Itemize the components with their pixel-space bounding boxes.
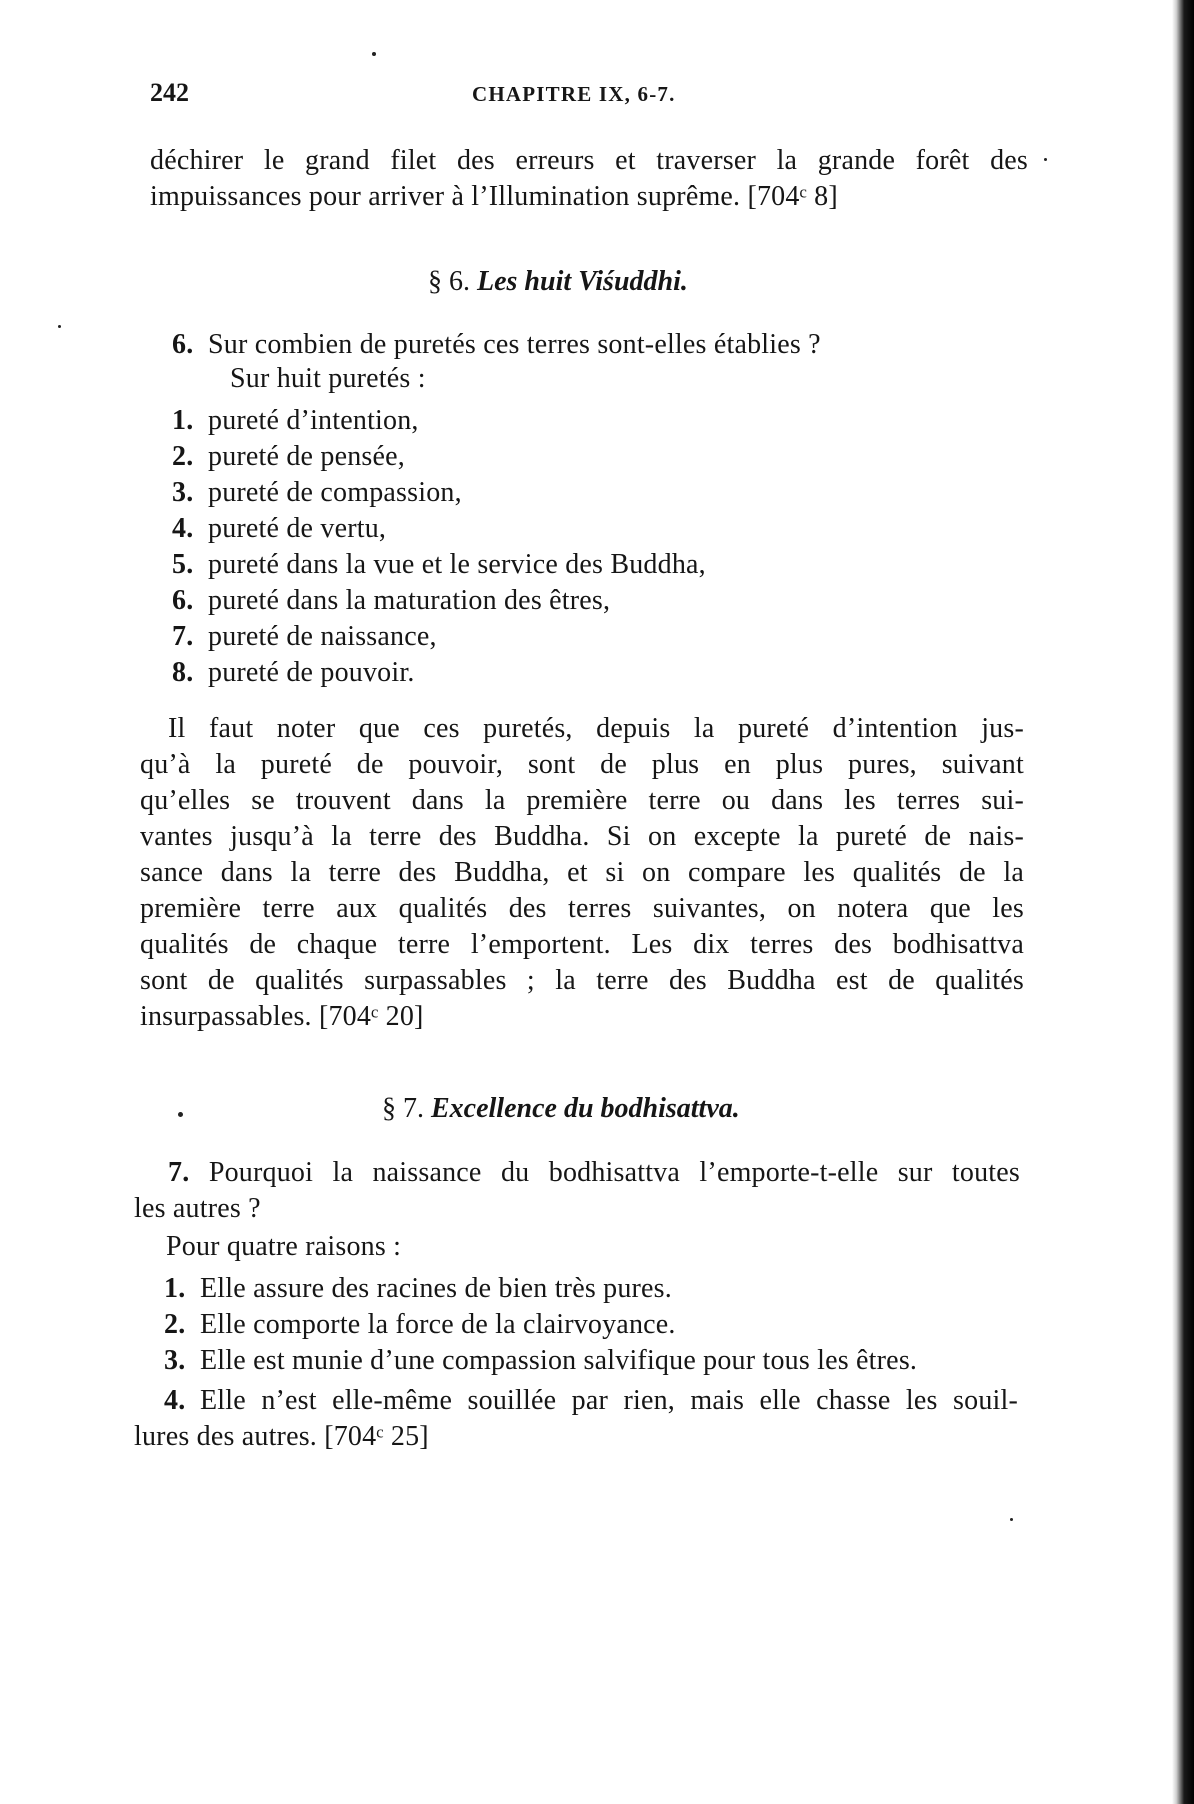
scan-speck <box>372 52 376 56</box>
running-title: CHAPITRE IX, 6-7. <box>472 82 676 106</box>
question-text: Pourquoi la naissance du bodhisattva l’emporte-t-elle sur toutes <box>208 1157 1021 1188</box>
paragraph-line: vantes jusqu’à la terre des Buddha. Si on excepte la pureté de nais- <box>140 821 1024 852</box>
section-7-heading <box>382 1092 740 1126</box>
item-number: 1. <box>172 405 194 436</box>
section-mark: § 6. <box>428 266 470 297</box>
list-item <box>172 512 386 546</box>
item-text: pureté de vertu, <box>208 513 387 544</box>
item-number: 8. <box>172 657 194 688</box>
scan-speck <box>1010 1518 1013 1521</box>
item-text: pureté de pouvoir. <box>208 657 415 688</box>
item-text: Elle assure des racines de bien très pures. <box>200 1273 672 1304</box>
section-6-heading <box>428 265 688 299</box>
list-item <box>172 584 610 618</box>
list-item-continued: lures des autres. [704ᶜ 25] <box>134 1421 429 1452</box>
answer-intro: Sur huit puretés : <box>230 363 426 394</box>
list-item <box>164 1384 1018 1418</box>
list-item <box>172 404 419 438</box>
item-text: pureté dans la maturation des êtres, <box>208 585 611 616</box>
item-number: 7. <box>172 621 194 652</box>
scan-speck <box>178 1112 183 1117</box>
item-number: 2. <box>172 441 194 472</box>
list-item <box>172 656 415 690</box>
answer-intro: Pour quatre raisons : <box>166 1231 402 1262</box>
question-7 <box>168 1156 1020 1190</box>
item-text: Elle n’est elle-même souillée par rien, mais elle chasse les souil- <box>200 1385 1018 1416</box>
item-text: pureté de naissance, <box>208 621 437 652</box>
item-number: 4. <box>172 513 194 544</box>
item-number: 3. <box>172 477 194 508</box>
question-text: Sur combien de puretés ces terres sont-elles établies ? <box>208 329 821 360</box>
section-title: Excellence du bodhisattva. <box>431 1093 740 1124</box>
list-item <box>172 440 405 474</box>
item-number: 5. <box>172 549 194 580</box>
list-item <box>172 476 462 510</box>
paragraph-line: insurpassables. [704ᶜ 20] <box>140 1001 424 1032</box>
list-item <box>164 1272 672 1306</box>
item-text: pureté de pensée, <box>208 441 405 472</box>
paragraph-line: qualités de chaque terre l’emportent. Les dix terres des bodhisattva <box>140 929 1024 960</box>
list-item <box>164 1344 917 1378</box>
question-7-continued: les autres ? <box>134 1193 261 1224</box>
item-number: 2. <box>164 1309 186 1340</box>
paragraph-line: qu’à la pureté de pouvoir, sont de plus en plus pures, suivant <box>140 749 1024 780</box>
question-number: 6. <box>172 329 194 360</box>
paragraph-line: sance dans la terre des Buddha, et si on compare les qualités de la <box>140 857 1024 888</box>
scan-edge-shadow <box>1172 0 1194 1804</box>
item-text: Elle comporte la force de la clairvoyance. <box>200 1309 676 1340</box>
item-number: 3. <box>164 1345 186 1376</box>
intro-line: déchirer le grand filet des erreurs et traverser la grande forêt des <box>150 145 1028 176</box>
list-item <box>172 620 437 654</box>
item-number: 4. <box>164 1385 186 1416</box>
section-mark: § 7. <box>382 1093 424 1124</box>
paragraph-line: sont de qualités surpassables ; la terre des Buddha est de qualités <box>140 965 1024 996</box>
item-text: Elle est munie d’une compassion salvifique pour tous les êtres. <box>200 1345 918 1376</box>
item-text: pureté d’intention, <box>208 405 419 436</box>
scan-speck <box>58 325 61 328</box>
list-item <box>164 1308 676 1342</box>
section-title: Les huit Viśuddhi. <box>477 266 688 297</box>
item-text: pureté de compassion, <box>208 477 462 508</box>
item-text: pureté dans la vue et le service des Buddha, <box>208 549 706 580</box>
item-number: 6. <box>172 585 194 616</box>
paragraph-line: première terre aux qualités des terres suivantes, on notera que les <box>140 893 1024 924</box>
intro-line: impuissances pour arriver à l’Illumination suprême. [704ᶜ 8] <box>150 181 838 212</box>
list-item <box>172 548 706 582</box>
item-number: 1. <box>164 1273 186 1304</box>
paragraph-line: qu’elles se trouvent dans la première terre ou dans les terres sui- <box>140 785 1024 816</box>
page-number: 242 <box>150 78 189 107</box>
question-number: 7. <box>168 1157 190 1188</box>
scan-speck <box>1044 158 1047 161</box>
paragraph-line: Il faut noter que ces puretés, depuis la pureté d’intention jus- <box>168 713 1024 744</box>
question-6 <box>172 328 821 362</box>
